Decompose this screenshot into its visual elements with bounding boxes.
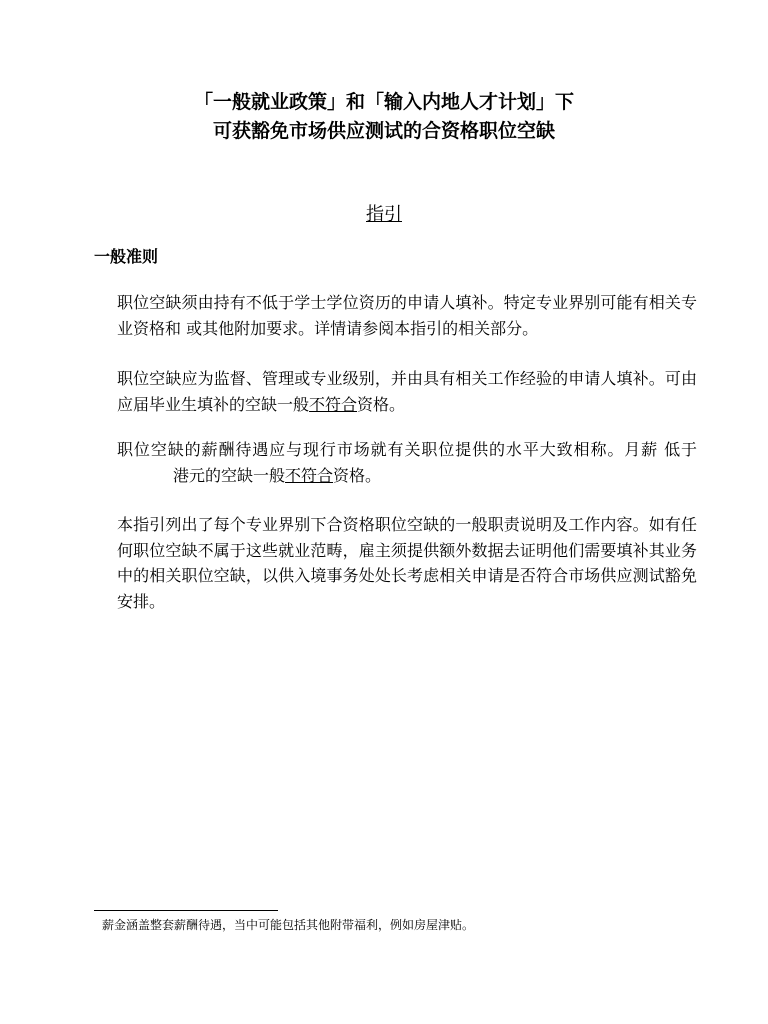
document-title-line-1: 「一般就业政策」和「输入内地人才计划」下 bbox=[193, 91, 574, 113]
paragraph-3-underlined: 不符合 bbox=[285, 465, 334, 485]
section-heading: 一般准则 bbox=[94, 247, 159, 266]
paragraph-2 bbox=[117, 366, 697, 417]
footnote-divider bbox=[94, 910, 278, 911]
paragraph-2-text: 职位空缺应为监督、管理或专业级别，并由具有相关工作经验的申请人填补。可由应届毕业生填补的空缺一般 bbox=[117, 369, 697, 414]
document-title-line-2: 可获豁免市场供应测试的合资格职位空缺 bbox=[212, 120, 555, 142]
paragraph-1: 职位空缺须由持有不低于学士学位资历的申请人填补。特定专业界别可能有相关专业资格和 或其他附加要求。详情请参阅本指引的相关部分。 bbox=[117, 293, 697, 338]
paragraph-4: 本指引列出了每个专业界别下合资格职位空缺的一般职责说明及工作内容。如有任何职位空缺不属于这些就业范畴，雇主须提供额外数据去证明他们需要填补其业务中的相关职位空缺，以供入境事务处处长考虑相关申请是否符合市场供应测试豁免安排。 bbox=[117, 515, 697, 611]
paragraph-3-text: 职位空缺的薪酬待遇应与现行市场就有关职位提供的水平大致相称。月薪 低于 bbox=[117, 440, 697, 459]
paragraph-3 bbox=[117, 437, 697, 488]
paragraph-3-tail: 资格。 bbox=[333, 465, 382, 485]
paragraph-3-middle: 港元的空缺一般 bbox=[173, 465, 286, 485]
document-subtitle: 指引 bbox=[366, 204, 402, 225]
paragraph-2-tail: 资格。 bbox=[357, 394, 406, 414]
paragraph-2-underlined: 不符合 bbox=[309, 394, 358, 414]
footnote: 薪金涵盖整套薪酬待遇，当中可能包括其他附带福利，例如房屋津贴。 bbox=[102, 918, 475, 932]
